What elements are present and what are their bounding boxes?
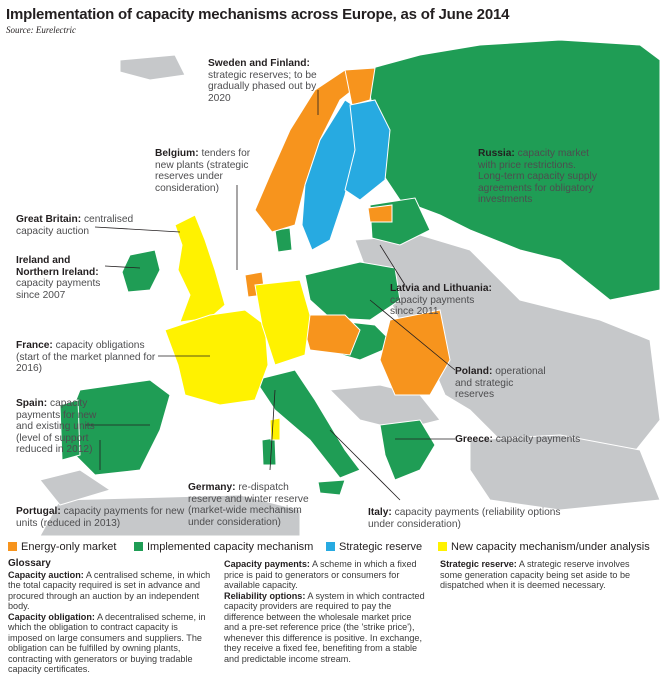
label-belgium <box>155 148 260 194</box>
glossary-entry-capacity-auction <box>8 570 213 612</box>
glossary-text: A centralised scheme, in which the total capacity required is set in advance and procured through an auction by an independent body. <box>8 569 211 611</box>
glossary <box>8 558 658 674</box>
glossary-column-2 <box>224 559 429 664</box>
legend-item-energy-only <box>8 541 116 553</box>
label-italy-text: capacity payments (reliability options under consideration) <box>368 507 561 530</box>
label-italy <box>368 507 563 530</box>
label-poland <box>455 366 555 401</box>
label-ireland-text: capacity payments since 2007 <box>16 278 101 301</box>
region-france <box>165 310 268 405</box>
label-russia-text: capacity market with price restrictions. Long-term capacity supply agreements for obligatory investments <box>478 148 597 205</box>
label-sweden-finland-text: strategic reserves; to be gradually phased out by 2020 <box>208 69 317 104</box>
label-portugal-text: capacity payments for new units (reduced in 2013) <box>16 506 185 529</box>
label-portugal-name: Portugal: <box>16 506 61 517</box>
glossary-text: A system in which contracted capacity providers are required to pay the difference between the wholesale market price and a pre-set reference price (the 'strike price'), whenever this difference is positive. In exchange, they receive a fixed fee, benefiting from a stable and predictable income stream. <box>224 590 425 664</box>
glossary-entry-capacity-payments <box>224 559 429 591</box>
label-latvia-lithuania-text: capacity payments since 2011 <box>390 294 475 317</box>
glossary-heading: Glossary <box>8 558 51 569</box>
label-france-name: France: <box>16 340 53 351</box>
label-ireland <box>16 255 111 301</box>
label-spain-name: Spain: <box>16 398 48 409</box>
label-great-britain-name: Great Britain: <box>16 214 82 225</box>
region-great-britain <box>175 215 225 322</box>
label-greece-name: Greece: <box>455 434 493 445</box>
label-ireland-name: Ireland and Northern Ireland: <box>16 255 99 278</box>
region-central-europe <box>305 262 400 320</box>
label-russia-name: Russia: <box>478 148 515 159</box>
map-source: Source: Eurelectric <box>6 25 77 35</box>
region-sicily <box>318 480 345 495</box>
region-greece <box>380 420 435 480</box>
glossary-term: Capacity payments: <box>224 559 310 569</box>
label-germany <box>188 482 318 528</box>
legend-label: Strategic reserve <box>339 541 423 553</box>
label-sweden-finland <box>208 58 323 104</box>
glossary-entry-reliability-options <box>224 591 429 665</box>
label-great-britain <box>16 214 146 237</box>
legend-swatch-blue <box>326 542 335 551</box>
region-denmark <box>275 228 292 252</box>
label-greece-text: capacity payments <box>495 434 581 445</box>
legend-swatch-yellow <box>438 542 447 551</box>
label-italy-name: Italy: <box>368 507 392 518</box>
region-ireland <box>122 250 160 292</box>
label-latvia-lithuania-name: Latvia and Lithuania: <box>390 283 492 294</box>
label-poland-text: operational and strategic reserves <box>455 366 546 400</box>
legend-label: New capacity mechanism/under analysis <box>451 541 650 553</box>
glossary-column-1 <box>8 559 213 675</box>
region-sardinia <box>262 438 276 465</box>
label-france <box>16 340 156 375</box>
legend-label: Energy-only market <box>21 541 117 553</box>
glossary-text: A decentralised scheme, in which the obligation to contract capacity is imposed on large consumers and suppliers. The obligation can be fulfilled by owning plants, contracting with generators or buying tradable capacity certificates. <box>8 611 206 674</box>
glossary-entry-capacity-obligation <box>8 612 213 675</box>
label-germany-text: re-dispatch reserve and winter reserve (market-wide mechanism under consideration) <box>188 482 309 528</box>
glossary-term: Reliability options: <box>224 590 306 601</box>
glossary-term: Capacity auction: <box>8 569 84 580</box>
label-latvia-lithuania <box>390 283 500 318</box>
label-great-britain-text: centralised capacity auction <box>16 214 134 237</box>
glossary-text: A strategic reserve involves some generation capacity being set aside to be dispatched when it is deemed necessary. <box>440 559 631 590</box>
legend-item-strategic-reserve <box>326 541 422 553</box>
label-sweden-finland-name: Sweden and Finland: <box>208 58 310 69</box>
legend-swatch-orange <box>8 542 17 551</box>
label-portugal <box>16 506 186 529</box>
map-legend <box>8 541 658 557</box>
map-title: Implementation of capacity mechanisms across Europe, as of June 2014 <box>6 6 510 23</box>
glossary-text: A scheme in which a fixed price is paid to generators or consumers for available capacity. <box>224 559 417 590</box>
glossary-entry-strategic-reserve <box>440 559 645 591</box>
label-belgium-name: Belgium: <box>155 148 199 159</box>
legend-swatch-green <box>134 542 143 551</box>
label-spain <box>16 398 106 456</box>
label-greece <box>455 434 615 446</box>
region-corsica <box>270 418 280 440</box>
label-poland-name: Poland: <box>455 366 493 377</box>
label-russia <box>478 148 598 206</box>
region-finland-north <box>345 68 375 105</box>
glossary-term: Capacity obligation: <box>8 611 95 622</box>
label-germany-name: Germany: <box>188 482 236 493</box>
legend-item-new-mechanism <box>438 541 650 553</box>
region-estonia <box>368 205 392 222</box>
glossary-term: Strategic reserve: <box>440 559 517 569</box>
label-belgium-text: tenders for new plants (strategic reserves under consideration) <box>155 148 251 194</box>
glossary-column-3 <box>440 559 645 591</box>
region-iceland-north <box>120 55 185 80</box>
legend-item-implemented <box>134 541 313 553</box>
legend-label: Implemented capacity mechanism <box>147 541 314 553</box>
label-france-text: capacity obligations (start of the market planned for 2016) <box>16 340 156 374</box>
label-spain-text: capacity payments for new and existing units (level of support reduced in 2012) <box>16 398 97 455</box>
